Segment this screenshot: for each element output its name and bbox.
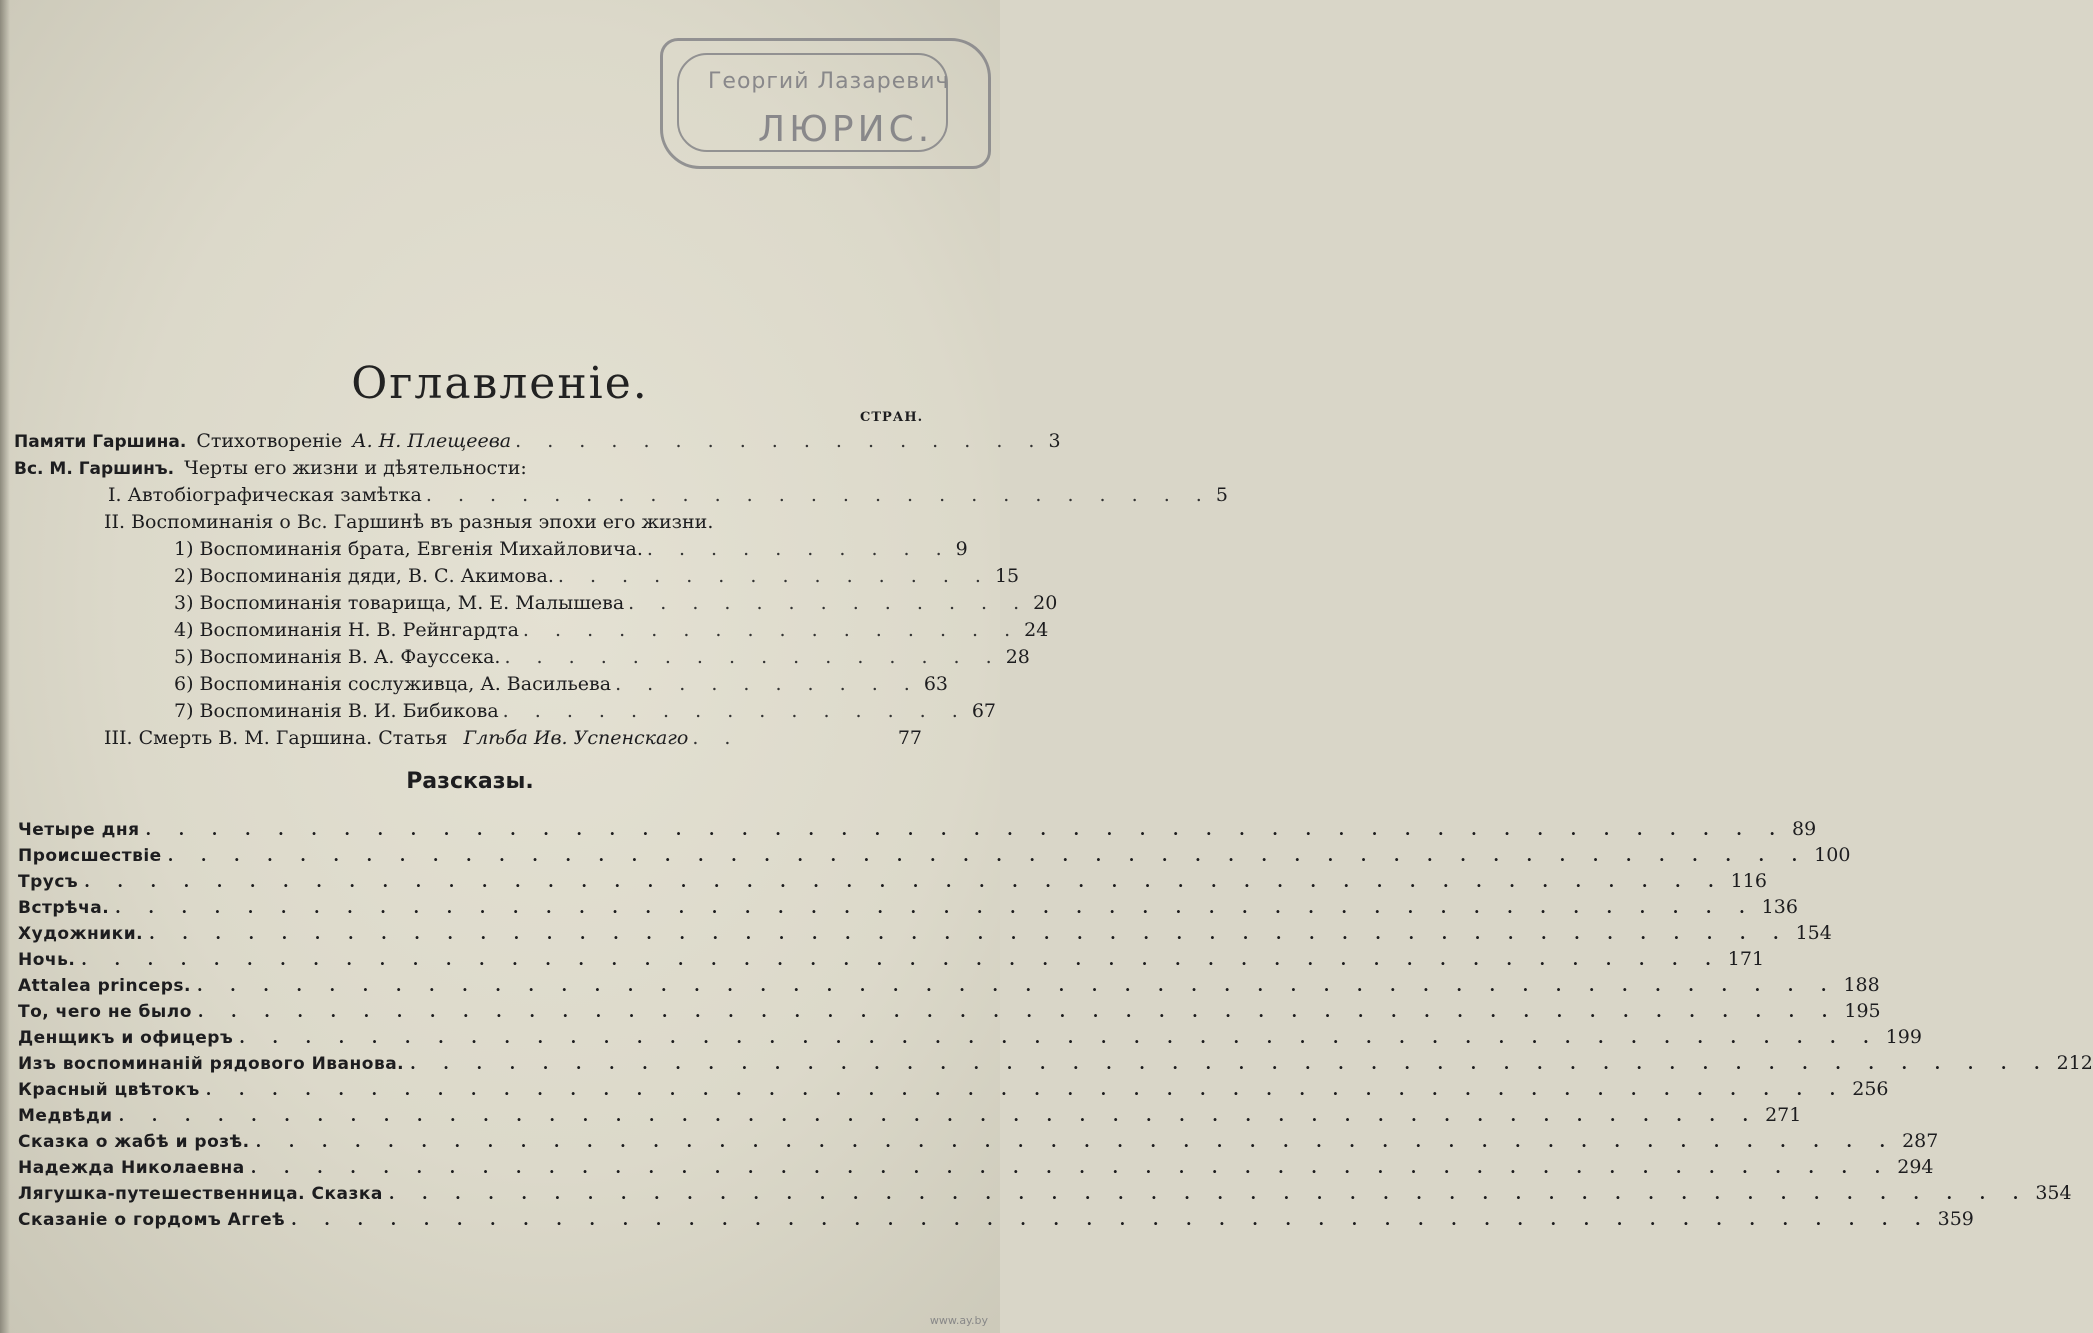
toc-entry-page: 15	[994, 565, 1020, 587]
leader-dots: . . . . . . . . . . . . . . . .	[504, 646, 1002, 668]
toc-entry	[14, 428, 1061, 454]
story-entry	[18, 1050, 2093, 1076]
leader-dots: . . . . . . . . . . . . . . . . .	[515, 430, 1045, 452]
story-page: 294	[1897, 1156, 1934, 1178]
toc-entry-page: 24	[1024, 619, 1049, 641]
story-entry	[18, 998, 1881, 1024]
story-page: 271	[1765, 1104, 1802, 1126]
stories-section-title: Разсказы.	[406, 769, 534, 794]
toc-entry-label: Стихотвореніе	[196, 430, 343, 452]
leader-dots: . . . . . . . . . .	[615, 673, 920, 695]
toc-entry-label: III. Смерть В. М. Гаршина. Статья	[104, 727, 448, 749]
story-entry	[18, 868, 1767, 894]
leader-dots: . . . . . . . . . . . . . . . . . . . . . . . . . . . . . . . . . . . . . . . . . . . . . . . . . .	[145, 820, 1786, 839]
toc-entry-label: II. Воспоминанія о Вс. Гаршинѣ въ разныя эпохи его жизни.	[104, 511, 714, 533]
toc-entry-author: А. Н. Плещеева	[352, 430, 512, 452]
story-page: 188	[1843, 974, 1880, 996]
toc-entry-label: Черты его жизни и дѣятельности:	[184, 457, 527, 479]
watermark: www.ay.by	[929, 1314, 988, 1327]
story-title: Денщикъ и офицеръ	[18, 1028, 234, 1048]
leader-dots: . . . . . . . . . . . . . . . . . . . . . . . . . . . . . . . . . . . . . . . . . . . . . . . . . .	[197, 1002, 1839, 1021]
story-page: 256	[1852, 1078, 1889, 1100]
story-page: 354	[2035, 1182, 2072, 1204]
toc-entry-page: 5	[1215, 484, 1228, 506]
leader-dots: . . . . . . . . . . . . . . . . . . . . . . . . .	[425, 484, 1212, 506]
toc-entry-label: 7) Воспоминанія В. И. Бибикова	[174, 700, 499, 722]
story-entry	[18, 972, 1880, 998]
leader-dots: . . . . . . . . . . . . . . . .	[522, 619, 1021, 641]
story-entry	[18, 1206, 1974, 1232]
story-entry	[18, 946, 1765, 972]
toc-entry-page: 77	[897, 727, 922, 749]
toc-entry-label: 4) Воспоминанія Н. В. Рейнгардта	[174, 619, 519, 641]
story-page: 136	[1761, 896, 1798, 918]
leader-dots: . . . . . . . . . .	[646, 538, 952, 560]
story-title: Сказка о жабѣ и розѣ.	[18, 1132, 250, 1152]
story-page: 199	[1885, 1026, 1922, 1048]
toc-entry	[104, 509, 922, 535]
stamp-name-line: Георгий Лазаревич	[708, 69, 950, 94]
story-page: 171	[1727, 948, 1765, 970]
page-edge-shadow	[0, 0, 10, 1333]
story-title: Красный цвѣтокъ	[18, 1080, 200, 1100]
story-page: 287	[1902, 1130, 1939, 1152]
leader-dots: . . . . . . . . . . . . . . . . . . . . . . . . . . . . . . . . . . . . . . . . . . . . . . . . . .	[255, 1132, 1897, 1151]
leader-dots: . . . . . . . . . . . . . . .	[502, 700, 968, 722]
story-entry	[18, 842, 1851, 868]
story-title: Встрѣча.	[18, 898, 110, 918]
story-title: Четыре дня	[18, 820, 140, 840]
story-title: Лягушка-путешественница. Сказка	[18, 1184, 383, 1204]
leader-dots: . . . . . . . . . . . . . . . . . . . . . . . . . . . . . . . . . . . . . . . . . . . . . . . . . .	[167, 846, 1809, 865]
leader-dots: . . . . . . . . . . . . . . . . . . . . . . . . . . . . . . . . . . . . . . . . . . . . . . . . . .	[115, 898, 1756, 917]
toc-entry-author: Глѣба Ив. Успенскаго	[463, 727, 689, 749]
toc-entry	[174, 644, 1030, 670]
story-title: Attalea princeps.	[18, 976, 191, 996]
toc-entry-page: 3	[1048, 430, 1061, 452]
leader-dots: . . . . . . . . . . . . . . . . . . . . . . . . . . . . . . . . . . . . . . . . . . . . . . . . . .	[388, 1184, 2030, 1203]
leader-dots: . . . . . . . . . . . . . . . . . . . . . . . . . . . . . . . . . . . . . . . . . . . . . . . . . .	[81, 950, 1722, 969]
leader-dots: . . . . . . . . . . . . .	[628, 592, 1030, 614]
toc-entry-page: 9	[955, 538, 968, 560]
story-page: 100	[1814, 844, 1851, 866]
leader-dots: . . . . . . . . . . . . . . . . . . . . . . . . . . . . . . . . . . . . . . . . . . . . . . . . . .	[196, 976, 1838, 995]
page-title: Оглавленіе.	[351, 358, 649, 409]
toc-entry	[174, 698, 996, 724]
story-title: Ночь.	[18, 950, 76, 970]
story-page: 154	[1795, 922, 1832, 944]
toc-entry-label: 1) Воспоминанія брата, Евгенія Михайловича.	[174, 538, 643, 560]
toc-entry	[108, 482, 1228, 508]
stamp-surname-line: ЛЮРИС.	[758, 109, 934, 150]
story-title: Изъ воспоминаній рядового Иванова.	[18, 1054, 405, 1074]
owner-stamp	[660, 38, 991, 169]
story-title: Надежда Николаевна	[18, 1158, 245, 1178]
toc-entry	[174, 671, 949, 697]
toc-entry-heading: Вс. М. Гаршинъ.	[14, 459, 175, 479]
story-entry	[18, 1128, 1939, 1154]
story-entry	[18, 920, 1832, 946]
toc-entry-page: 28	[1005, 646, 1030, 668]
leader-dots: . . . . . . . . . . . . . . . . . . . . . . . . . . . . . . . . . . . . . . . . . . . . . . . . . .	[250, 1158, 1892, 1177]
story-entry	[18, 1180, 2072, 1206]
toc-entry	[104, 725, 922, 751]
toc-entry-label: 6) Воспоминанія сослуживца, А. Васильева	[174, 673, 612, 695]
story-page: 212	[2056, 1052, 2093, 1074]
toc-entry-heading: Памяти Гаршина.	[14, 432, 187, 452]
story-entry	[18, 894, 1798, 920]
story-entry	[18, 1076, 1889, 1102]
leader-dots: . . . . . . . . . . . . . . . . . . . . . . . . . . . . . . . . . . . . . . . . . . . . . . . . . .	[149, 924, 1790, 943]
leader-dots: . . . . . . . . . . . . . . . . . . . . . . . . . . . . . . . . . . . . . . . . . . . . . . . . . .	[410, 1054, 2051, 1073]
toc-entry-label: 3) Воспоминанія товарища, М. Е. Малышева	[174, 592, 625, 614]
pages-column-header: СТРАН.	[860, 410, 924, 425]
story-title: Трусъ	[18, 872, 79, 892]
story-page: 359	[1937, 1208, 1974, 1230]
toc-entry	[174, 536, 968, 562]
story-title: Медвѣди	[18, 1106, 113, 1126]
story-title: Художники.	[18, 924, 144, 944]
leader-dots: . . . . . . . . . . . . . . . . . . . . . . . . . . . . . . . . . . . . . . . . . . . . . . . . . .	[291, 1210, 1932, 1229]
toc-entry-page: 20	[1033, 592, 1058, 614]
story-entry	[18, 1024, 1922, 1050]
story-entry	[18, 1154, 1934, 1180]
leader-dots: . . . . . . . . . . . . . .	[557, 565, 991, 587]
leader-dots: . . . . . . . . . . . . . . . . . . . . . . . . . . . . . . . . . . . . . . . . . . . . . . . . . .	[84, 872, 1725, 891]
leader-dots: . .	[692, 727, 741, 749]
story-page: 116	[1730, 870, 1767, 892]
toc-entry-label: 5) Воспоминанія В. А. Фауссека.	[174, 646, 501, 668]
story-page: 89	[1791, 818, 1817, 840]
story-entry	[18, 1102, 1802, 1128]
toc-entry	[174, 617, 1049, 643]
leader-dots: . . . . . . . . . . . . . . . . . . . . . . . . . . . . . . . . . . . . . . . . . . . . . . . . . .	[118, 1106, 1760, 1125]
toc-entry-label: 2) Воспоминанія дяди, В. С. Акимова.	[174, 565, 554, 587]
toc-entry	[174, 563, 1020, 589]
leader-dots: . . . . . . . . . . . . . . . . . . . . . . . . . . . . . . . . . . . . . . . . . . . . . . . . . .	[205, 1080, 1847, 1099]
story-title: То, чего не было	[18, 1002, 192, 1022]
leader-dots: . . . . . . . . . . . . . . . . . . . . . . . . . . . . . . . . . . . . . . . . . . . . . . . . . .	[239, 1028, 1880, 1047]
toc-entry	[174, 590, 1058, 616]
toc-entry-page: 67	[971, 700, 996, 722]
story-title: Сказаніе о гордомъ Аггеѣ	[18, 1210, 286, 1230]
toc-entry	[14, 455, 922, 481]
story-entry	[18, 816, 1817, 842]
toc-entry-label: I. Автобіографическая замѣтка	[108, 484, 422, 506]
toc-entry-page: 63	[923, 673, 949, 695]
story-title: Происшествіе	[18, 846, 162, 866]
story-page: 195	[1844, 1000, 1881, 1022]
